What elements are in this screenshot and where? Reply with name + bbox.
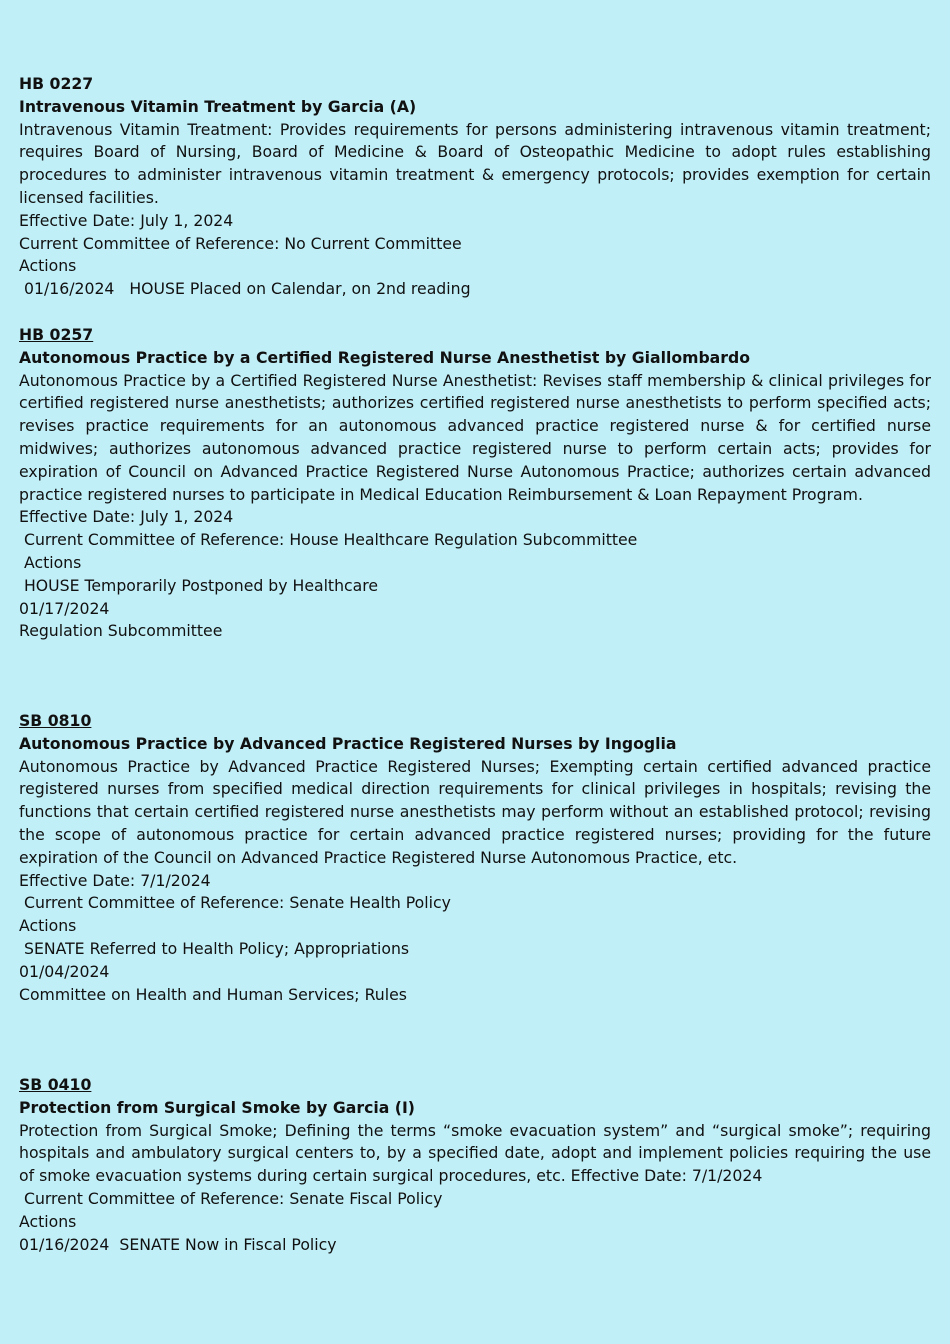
bill-title: Intravenous Vitamin Treatment by Garcia (A) — [19, 96, 417, 116]
committee-of-reference: Current Committee of Reference: House Healthcare Regulation Subcommittee — [19, 530, 638, 550]
actions-label: Actions — [19, 256, 77, 276]
bill-title: Autonomous Practice by Advanced Practice Registered Nurses by Ingoglia — [19, 733, 677, 753]
bill-description: Protection from Surgical Smoke; Defining the terms “smoke evacuation system” and “surgical smoke”; requiring hospitals and ambulatory surgical centers to, by a specified date, adopt and implement policies requiring the use of smoke evacuation systems during certain surgical procedures, etc. Effective Date: 7/1/2024 — [19, 1120, 931, 1186]
effective-date: Effective Date: July 1, 2024 — [19, 507, 234, 527]
action-line: 01/16/2024 HOUSE Placed on Calendar, on 2nd reading — [19, 279, 471, 299]
bill-entry-hb0257 — [19, 324, 931, 643]
bill-number: HB 0227 — [19, 74, 94, 93]
committee-of-reference: Current Committee of Reference: No Current Committee — [19, 233, 462, 253]
action-line: SENATE Referred to Health Policy; Appropriations — [19, 938, 410, 958]
committee-of-reference: Current Committee of Reference: Senate Fiscal Policy — [19, 1188, 443, 1208]
committee-of-reference: Current Committee of Reference: Senate Health Policy — [19, 893, 451, 913]
bill-number-link[interactable]: HB 0257 — [19, 325, 94, 344]
action-line: 01/16/2024 SENATE Now in Fiscal Policy — [19, 1234, 337, 1254]
bill-entry-sb0410 — [19, 1074, 931, 1256]
effective-date: Effective Date: July 1, 2024 — [19, 210, 234, 230]
bill-number-link[interactable]: SB 0410 — [19, 1075, 92, 1094]
actions-label: Actions — [19, 1211, 77, 1231]
action-line: Regulation Subcommittee — [19, 621, 223, 641]
bill-title: Protection from Surgical Smoke by Garcia (I) — [19, 1097, 415, 1117]
action-line: HOUSE Temporarily Postponed by Healthcare — [19, 575, 379, 595]
bill-description: Intravenous Vitamin Treatment: Provides requirements for persons administering intravenous vitamin treatment; requires Board of Nursing, Board of Medicine & Board of Osteopathic Medicine to adopt rules establishing procedures to administer intravenous vitamin treatment & emergency protocols; provides exemption for certain licensed facilities. — [19, 119, 931, 207]
bill-number-link[interactable]: SB 0810 — [19, 711, 92, 730]
bill-entry-sb0810 — [19, 710, 931, 1006]
action-line: 01/17/2024 — [19, 598, 110, 618]
bill-title: Autonomous Practice by a Certified Registered Nurse Anesthetist by Giallombardo — [19, 347, 751, 367]
bill-description: Autonomous Practice by Advanced Practice Registered Nurses; Exempting certain certified advanced practice registered nurses from specified medical direction requirements for clinical privileges in hospitals; revising the functions that certain certified registered nurse anesthetists may perform without an established protocol; revising the scope of autonomous practice for certain advanced practice registered nurses; providing for the future expiration of the Council on Advanced Practice Registered Nurse Autonomous Practice, etc. — [19, 756, 931, 867]
action-line: Committee on Health and Human Services; Rules — [19, 984, 407, 1004]
bill-description: Autonomous Practice by a Certified Registered Nurse Anesthetist: Revises staff membership & clinical privileges for certified registered nurse anesthetists; authorizes certified registered nurse anesthetists to perform specified acts; revises practice requirements for an autonomous advanced practice registered nurse & for certified nurse midwives; authorizes autonomous advanced practice registered nurse to perform certain acts; provides for expiration of Council on Advanced Practice Registered Nurse Autonomous Practice; authorizes certain advanced practice registered nurses to participate in Medical Education Reimbursement & Loan Repayment Program. — [19, 370, 931, 504]
effective-date: Effective Date: 7/1/2024 — [19, 870, 211, 890]
actions-label: Actions — [19, 552, 82, 572]
actions-label: Actions — [19, 916, 77, 936]
action-line: 01/04/2024 — [19, 961, 110, 981]
bill-entry-hb0227 — [19, 73, 931, 301]
